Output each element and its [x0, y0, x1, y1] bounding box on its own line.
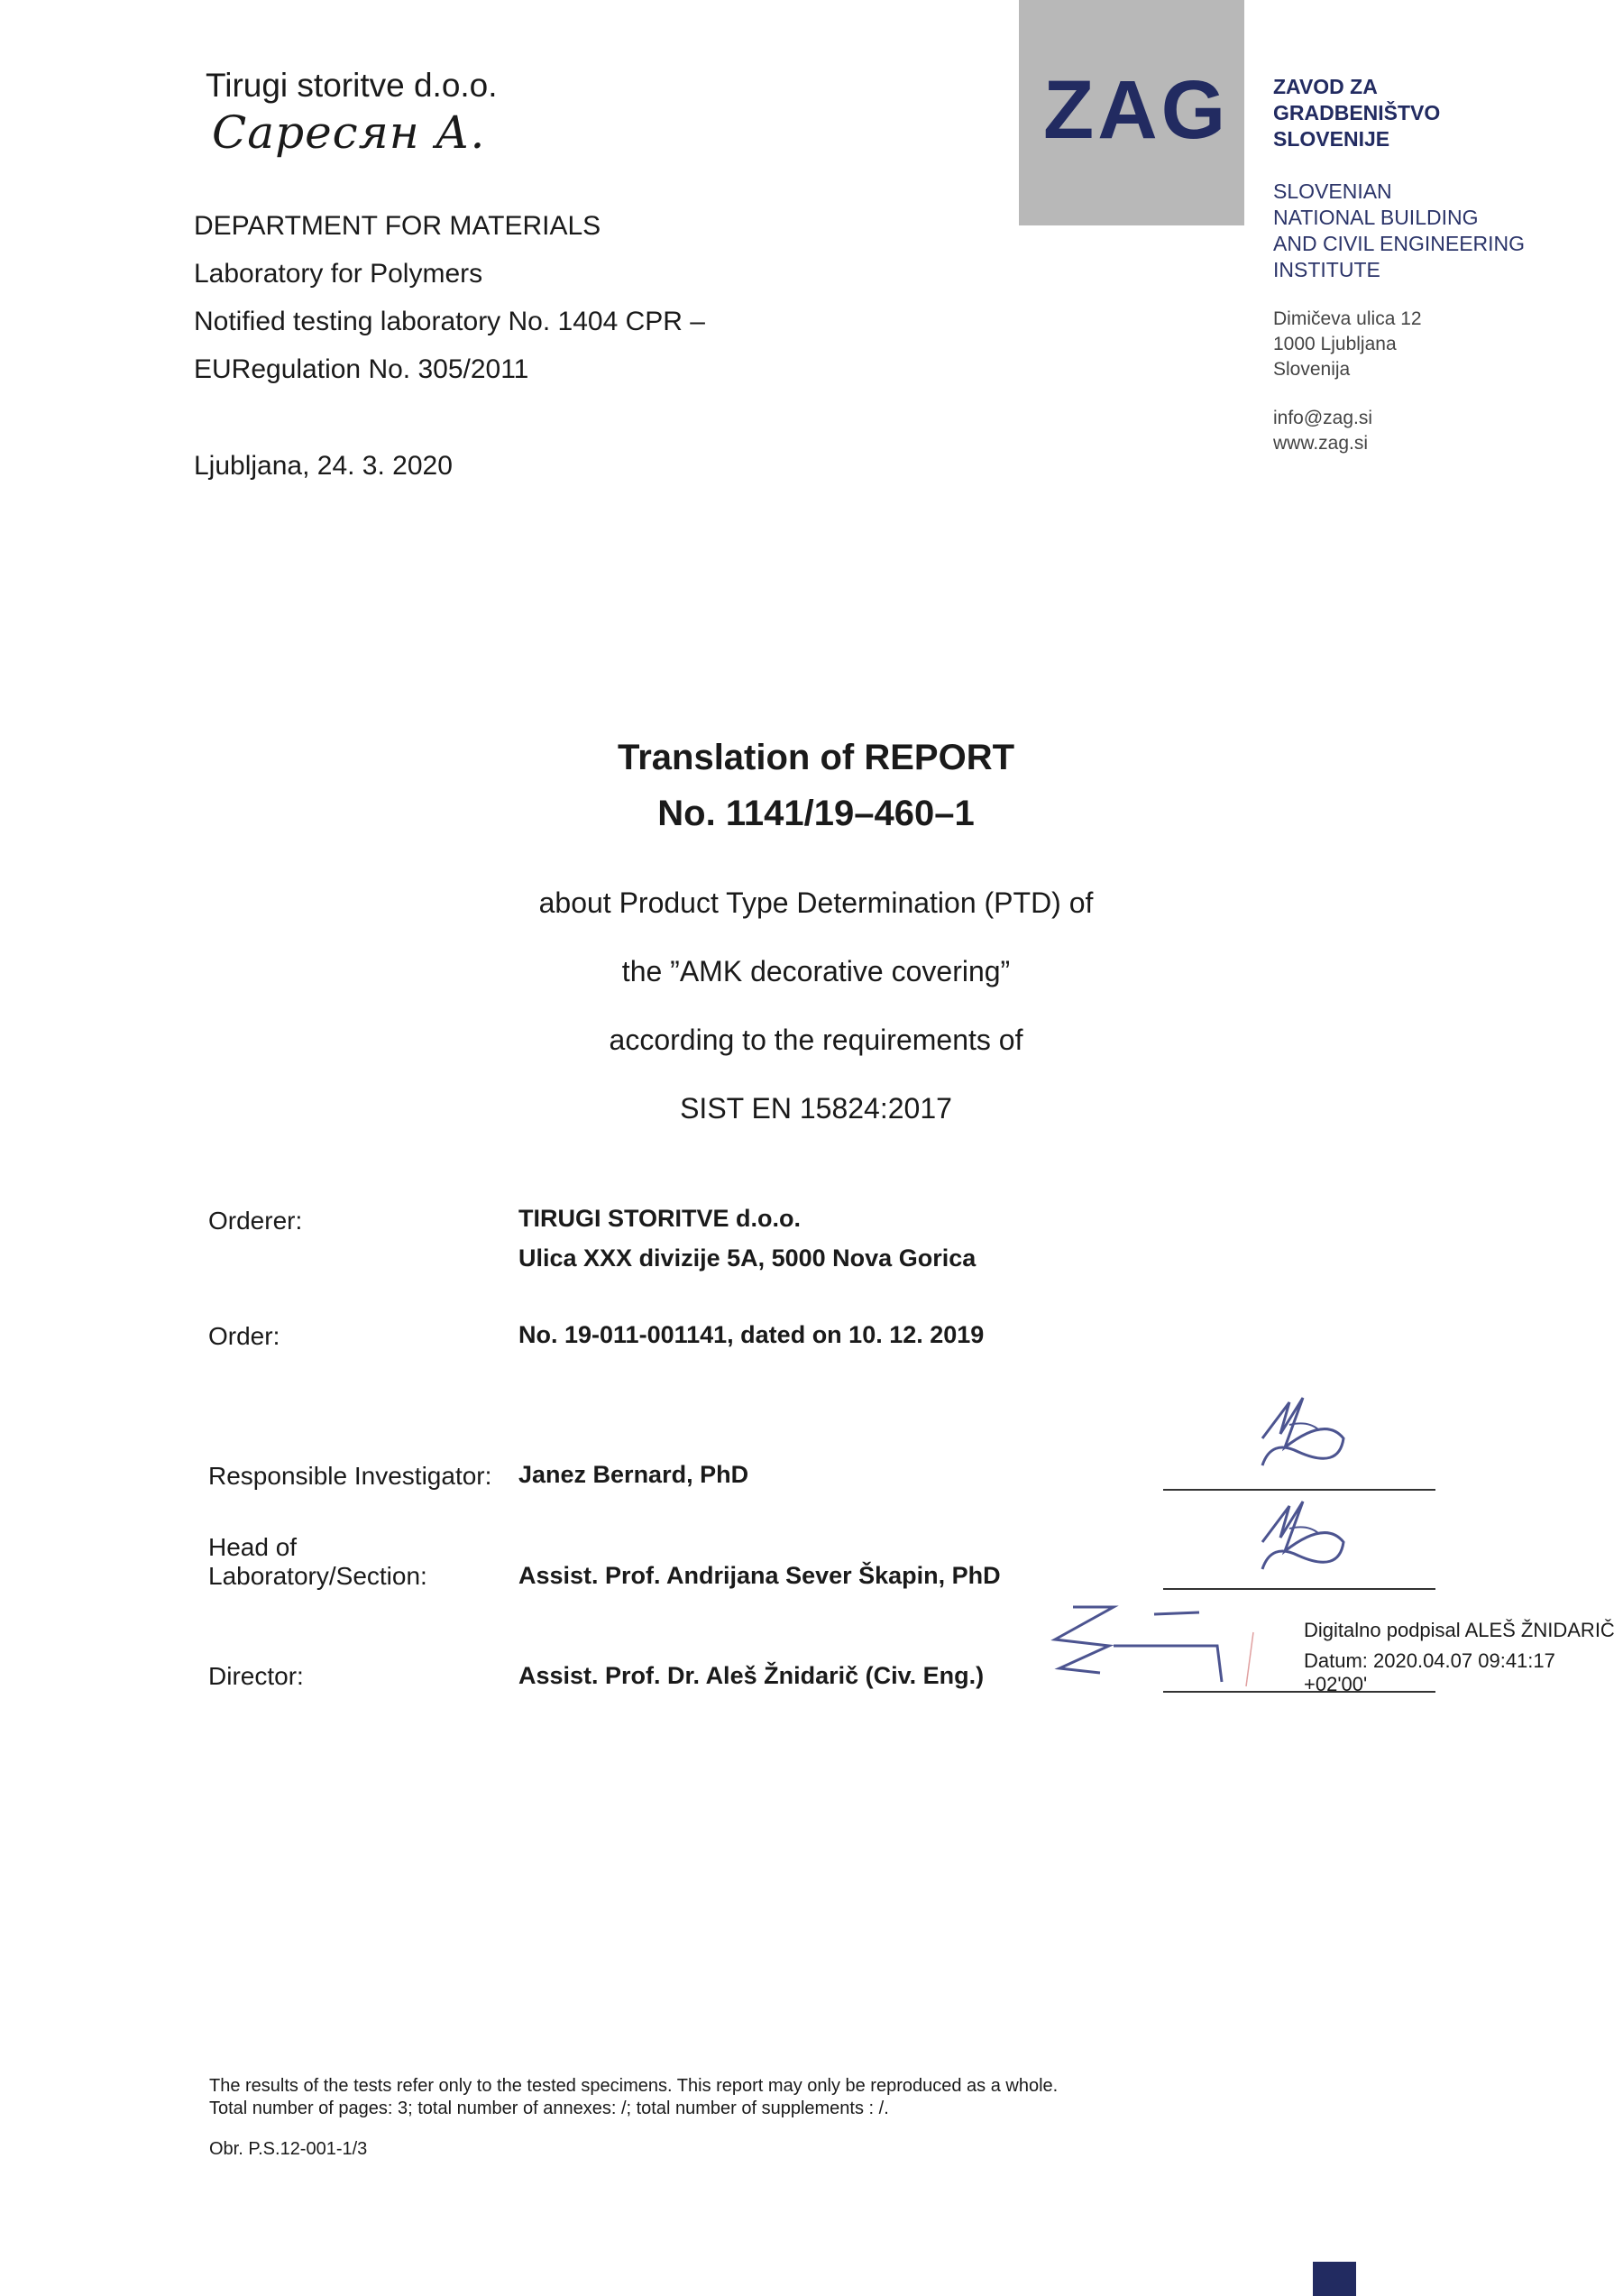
institute-english-line: SLOVENIAN [1273, 179, 1392, 203]
report-standard: SIST EN 15824:2017 [680, 1092, 952, 1125]
orderer-label: Orderer: [208, 1207, 303, 1235]
director-signature [1037, 1596, 1271, 1695]
institute-english-line: NATIONAL BUILDING [1273, 206, 1479, 229]
translator-signature: Саресян А. [212, 106, 486, 159]
investigator-label: Responsible Investigator: [208, 1462, 492, 1490]
orderer-name: TIRUGI STORITVE d.o.o. [518, 1205, 802, 1232]
address-line: Dimičeva ulica 12 [1273, 308, 1422, 329]
place-date: Ljubljana, 24. 3. 2020 [194, 451, 453, 481]
corner-mark [1313, 2262, 1356, 2296]
institute-website: www.zag.si [1273, 433, 1369, 454]
institute-name-line: GRADBENIŠTVO [1273, 101, 1441, 124]
address-line: 1000 Ljubljana [1273, 334, 1397, 354]
institute-email: info@zag.si [1273, 408, 1373, 428]
institute-address [1273, 307, 1422, 382]
head-label-section: Laboratory/Section: [208, 1562, 427, 1590]
translator-company: Tirugi storitve d.o.o. [206, 67, 498, 104]
institute-name-line: SLOVENIJE [1273, 127, 1390, 151]
institute-english-line: INSTITUTE [1273, 258, 1380, 281]
institute-name [1273, 74, 1440, 152]
regulation-line: EURegulation No. 305/2011 [194, 354, 529, 384]
notified-lab-line: Notified testing laboratory No. 1404 CPR – [194, 307, 705, 336]
report-subtitle-line: the ”AMK decorative covering” [621, 955, 1011, 987]
digital-signature-signer: Digitalno podpisal ALEŠ ŽNIDARIČ [1304, 1619, 1615, 1641]
address-line: Slovenija [1273, 359, 1351, 380]
head-value: Assist. Prof. Andrijana Sever Škapin, PhD [518, 1562, 1001, 1589]
footer-note-validity: The results of the tests refer only to the tested specimens. This report may only be reproduced as a whole. [209, 2076, 1059, 2096]
report-subtitle-line: about Product Type Determination (PTD) of [538, 886, 1094, 919]
institute-english-name [1273, 179, 1525, 283]
zag-logo: ZAG [1043, 64, 1230, 156]
head-signature [1235, 1488, 1362, 1587]
institute-name-line: ZAVOD ZA [1273, 75, 1378, 98]
report-number: No. 1141/19–460–1 [657, 794, 975, 833]
digital-signature-date: Datum: 2020.04.07 09:41:17 +02'00' [1304, 1649, 1555, 1695]
footer-note-pages: Total number of pages: 3; total number of annexes: /; total number of supplements : /. [209, 2099, 889, 2118]
department-name: DEPARTMENT FOR MATERIALS [194, 211, 601, 241]
order-value: No. 19-011-001141, dated on 10. 12. 2019 [518, 1321, 985, 1348]
head-label: Head of [208, 1533, 298, 1561]
orderer-address: Ulica XXX divizije 5A, 5000 Nova Gorica [518, 1244, 977, 1272]
report-title: Translation of REPORT [617, 738, 1015, 777]
order-label: Order: [208, 1322, 280, 1350]
investigator-signature [1235, 1384, 1362, 1483]
investigator-value: Janez Bernard, PhD [518, 1461, 749, 1488]
director-value: Assist. Prof. Dr. Aleš Žnidarič (Civ. Eng.) [518, 1662, 985, 1689]
form-code: Obr. P.S.12-001-1/3 [209, 2139, 368, 2159]
laboratory-name: Laboratory for Polymers [194, 259, 483, 289]
institute-contact [1273, 406, 1372, 456]
report-subtitle-line: according to the requirements of [609, 1024, 1023, 1056]
director-label: Director: [208, 1662, 304, 1690]
institute-english-line: AND CIVIL ENGINEERING [1273, 232, 1526, 255]
head-signature-line [1163, 1588, 1435, 1590]
